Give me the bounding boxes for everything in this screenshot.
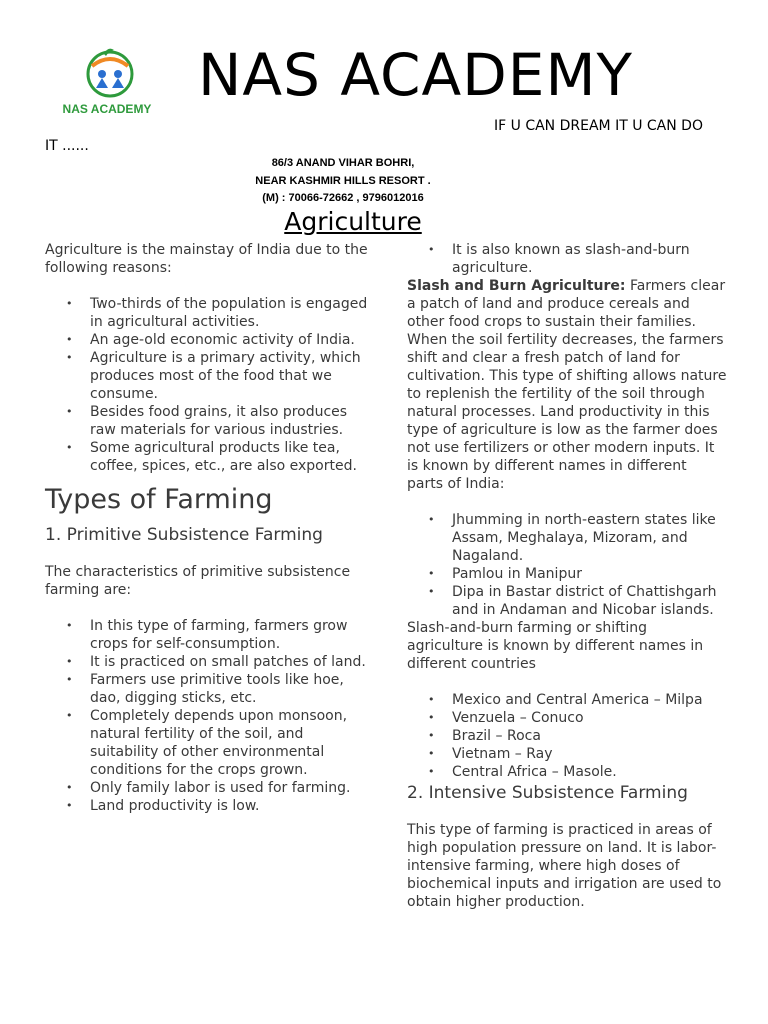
list-item: • Besides food grains, it also produces raw materials for various industries. (90, 403, 375, 439)
page-title: Agriculture (284, 207, 422, 236)
motto-line-2: IT ...... (45, 138, 89, 154)
slash-burn-label: Slash and Burn Agriculture: (407, 278, 626, 294)
list-item: • Land productivity is low. (90, 797, 375, 815)
list-item: • Venzuela – Conuco (452, 709, 727, 727)
motto-line-1: IF U CAN DREAM IT U CAN DO (494, 118, 703, 134)
address-line-1: 86/3 ANAND VIHAR BOHRI, (271, 157, 415, 169)
list-item: • Pamlou in Manipur (452, 565, 727, 583)
list-item: • Some agricultural products like tea, coffee, spices, etc., are also exported. (90, 439, 375, 475)
list-item: • Mexico and Central America – Milpa (452, 691, 727, 709)
list-item: • Completely depends upon monsoon, natural fertility of the soil, and suitability of other environmental conditions for the crops grown. (90, 707, 375, 779)
right-column (407, 241, 727, 911)
india-names-list (407, 511, 727, 619)
reasons-list (45, 295, 375, 475)
list-item: • Only family labor is used for farming. (90, 779, 375, 797)
logo-label: NAS ACADEMY (62, 102, 152, 116)
list-item: • Vietnam – Ray (452, 745, 727, 763)
intensive-paragraph: This type of farming is practiced in areas of high population pressure on land. It is labor-intensive farming, where high doses of biochemical inputs and irrigation are used to obtain higher production. (407, 822, 722, 910)
logo-emblem-icon (52, 44, 162, 104)
list-item: • It is also known as slash-and-burn agriculture. (452, 241, 727, 277)
slash-burn-text: Farmers clear a patch of land and produce cereals and other food crops to sustain their families. When the soil fertility decreases, the farmers shift and clear a fresh patch of land for cultivation. This type of shifting allows nature to replenish the fertility of the soil through natural processes. Land productivity in this type of agriculture is low as the farmer does not use fertilizers or other modern inputs. It is known by different names in different parts of India: (407, 278, 727, 492)
country-names-list (407, 691, 727, 781)
shifting-note-list (407, 241, 727, 277)
academy-logo (52, 44, 162, 120)
address-line-2: NEAR KASHMIR HILLS RESORT . (255, 175, 431, 187)
list-item: • It is practiced on small patches of land. (90, 653, 375, 671)
brand-title: NAS ACADEMY (198, 41, 633, 109)
primitive-points-list (45, 617, 375, 815)
countries-intro: Slash-and-burn farming or shifting agriculture is known by different names in different countries (407, 620, 704, 672)
primitive-intro: The characteristics of primitive subsistence farming are: (45, 564, 351, 598)
list-item: • Central Africa – Masole. (452, 763, 727, 781)
list-item: • Agriculture is a primary activity, which produces most of the food that we consume. (90, 349, 375, 403)
slash-burn-paragraph (407, 277, 727, 493)
left-column (45, 241, 375, 815)
list-item: • Farmers use primitive tools like hoe, dao, digging sticks, etc. (90, 671, 375, 707)
contact-numbers: (M) : 70066-72662 , 9796012016 (262, 192, 424, 204)
types-heading: Types of Farming (45, 484, 273, 515)
intro-paragraph: Agriculture is the mainstay of India due to the following reasons: (45, 242, 368, 276)
list-item: • An age-old economic activity of India. (90, 331, 375, 349)
list-item: • Jhumming in north-eastern states like Assam, Meghalaya, Mizoram, and Nagaland. (452, 511, 727, 565)
primitive-heading: 1. Primitive Subsistence Farming (45, 525, 323, 545)
list-item: • Two-thirds of the population is engaged in agricultural activities. (90, 295, 375, 331)
list-item: • Brazil – Roca (452, 727, 727, 745)
intensive-heading: 2. Intensive Subsistence Farming (407, 783, 688, 803)
list-item: • In this type of farming, farmers grow crops for self-consumption. (90, 617, 375, 653)
list-item: • Dipa in Bastar district of Chattishgarh and in Andaman and Nicobar islands. (452, 583, 727, 619)
